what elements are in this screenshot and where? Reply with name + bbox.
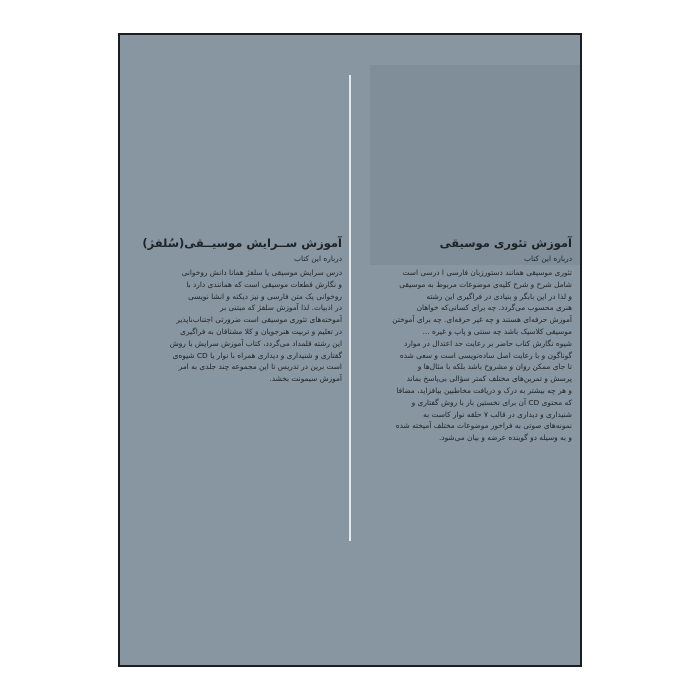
body-line: آموزش حرفه‌ای هستند و چه غیر حرفه‌ای. چه برای آموختن: [392, 315, 572, 325]
body-line: گوناگون و با رعایت اصل ساده‌نویسی است و سعی شده: [399, 350, 572, 360]
music-theory-title: آموزش تئوری موسیقی: [439, 236, 572, 250]
body-line: و هر چه بیشتر به درک و دریافت مخاطبین بیافزاید، مضافا: [396, 385, 572, 395]
body-line: این رشته قلمداد می‌گردد، کتاب آموزش سرایش با روش: [169, 338, 342, 348]
body-line: که محتوی CD آن برای نخستین بار با روش گفتاری و: [411, 397, 572, 407]
body-line: شنیداری و دیداری در قالب ۷ حلقه نوار کاست به: [423, 409, 572, 419]
solfege-subtitle: درباره این کتاب: [293, 254, 342, 263]
body-line: تا جای ممکن روان و مشروح باشد بلکه با مثال‌ها و: [417, 362, 572, 372]
body-line: گفتاری و شنیداری و دیداری همراه با نوار یا CD شیوه‌ی: [172, 350, 342, 360]
body-line: هنری محسوب می‌گردد. چه برای کسانی‌که خواهان: [416, 303, 572, 313]
body-line: موسیقی کلاسیک باشد چه سنتی و پاپ و غیره ...: [422, 326, 572, 336]
body-line: و به وسیله دو گوینده عرضه و بیان می‌شود.: [438, 433, 572, 443]
body-line: در ادبیات. لذا آموزش سلفژ که مبتنی بر: [220, 303, 342, 313]
body-line: آموخته‌های تئوری موسیقی است ضرورتی اجتناب‌ناپذیر: [176, 315, 342, 325]
body-line: آموزش سیمونت بخشد.: [269, 374, 342, 384]
body-line: درس سرایش موسیقی یا سلفژ همانا دانش روخوانی: [181, 268, 342, 277]
music-theory-subtitle: درباره این کتاب: [523, 254, 572, 263]
music-theory-body: [354, 267, 572, 444]
body-line: است برین در تدریس تا این مجموعه چند جلدی به امر: [178, 362, 342, 372]
column-divider: [349, 75, 351, 541]
body-line: پرسش و تمرین‌های مختلف کمتر سؤالی بی‌پاسخ بماند: [406, 374, 572, 384]
body-line: تئوری موسیقی همانند دستورزبان فارسی ا درسی است: [402, 268, 572, 277]
body-line: روخوانی یک متن فارسی و نیز دیکته و انشا نویسی: [188, 291, 342, 301]
body-line: نمونه‌های صوتی به فراخور موضوعات مختلف آمیخته شده: [395, 421, 572, 431]
book-back-cover: [118, 33, 582, 667]
solfege-title: آموزش ســرایش موسیــقی(سُلفژ): [142, 236, 342, 250]
body-line: و نگارش قطعات موسیقی است که همانندی دارد با: [186, 279, 342, 289]
body-line: در تعلیم و تربیت هنرجویان و کلا مشتاقان به فراگیری: [180, 326, 342, 336]
body-line: شامل شرح و شرح کلیه‌ی موضوعات مربوط به موسیقی: [399, 279, 572, 289]
body-line: شیوه نگارش کتاب حاضر بر رعایت حد اعتدال در موارد: [403, 338, 572, 348]
music-theory-column: [354, 235, 572, 444]
solfege-body: [128, 267, 342, 385]
solfege-column: [128, 235, 342, 385]
body-line: و لذا در این بابگر و بنیادی در فراگیری این رشته: [426, 291, 572, 301]
